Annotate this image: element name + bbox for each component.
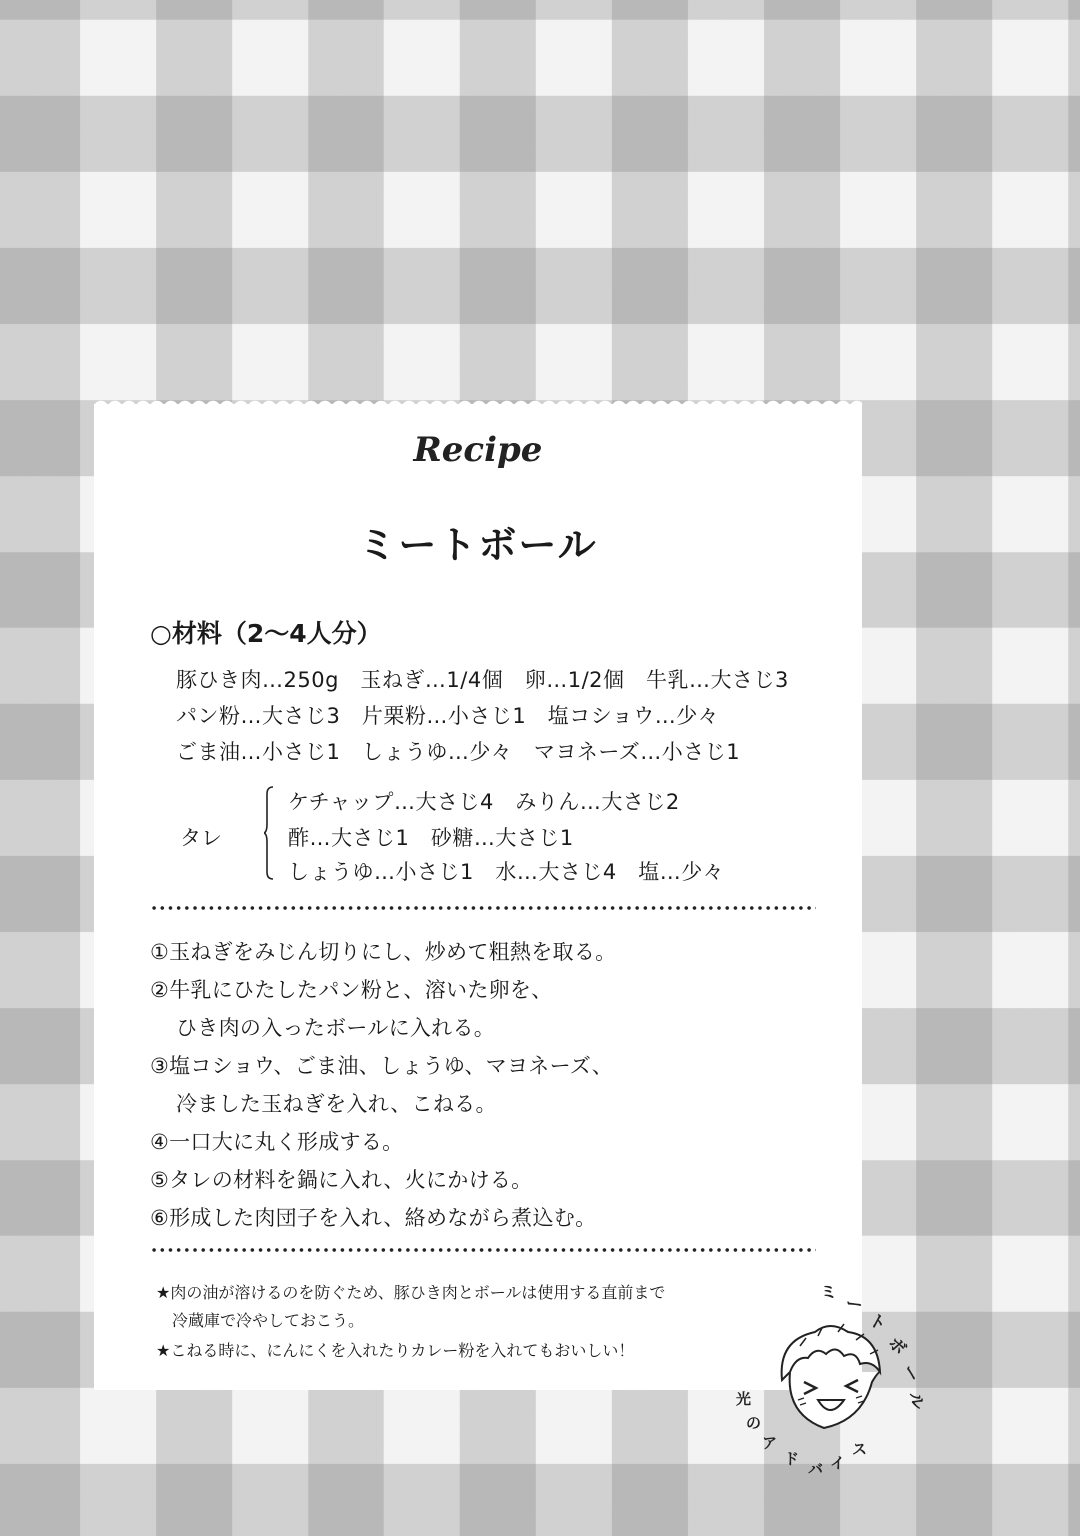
advice-badge xyxy=(736,1270,940,1500)
step-2: ②牛乳にひたしたパン粉と、溶いた卵を、 xyxy=(150,978,553,1002)
step-3-continued: 冷ました玉ねぎを入れ、こねる。 xyxy=(176,1092,497,1116)
advice-outer-char: ル xyxy=(904,1390,928,1412)
tip-1: ★肉の油が溶けるのを防ぐため、豚ひき肉とボールは使用する直前まで xyxy=(156,1283,666,1302)
recipe-script-label: Recipe xyxy=(413,430,543,470)
advice-outer-char: ボ xyxy=(883,1333,910,1360)
advice-inner-char: 光 xyxy=(736,1390,752,1408)
brace-icon xyxy=(264,786,274,880)
advice-inner-char: イ xyxy=(830,1454,846,1472)
advice-outer-char: ト xyxy=(865,1309,890,1336)
sauce-label: タレ xyxy=(180,826,222,850)
ingredients-heading: ○材料（2～4人分） xyxy=(150,619,382,648)
step-1: ①玉ねぎをみじん切りにし、炒めて粗熱を取る。 xyxy=(150,940,617,964)
ingredient-line: ごま油…小さじ1 しょうゆ…少々 マヨネーズ…小さじ1 xyxy=(176,740,741,764)
advice-inner-char: ド xyxy=(784,1450,800,1468)
advice-inner-char: バ xyxy=(808,1460,824,1478)
advice-outer-char: ー xyxy=(897,1361,924,1386)
ingredient-line: 豚ひき肉…250g 玉ねぎ…1/4個 卵…1/2個 牛乳…大さじ3 xyxy=(176,668,789,692)
sauce-line: ケチャップ…大さじ4 みりん…大さじ2 xyxy=(288,790,680,814)
tip-1-continued: 冷蔵庫で冷やしておこう。 xyxy=(172,1311,365,1330)
advice-inner-char: ア xyxy=(762,1434,778,1452)
advice-inner-char: ス xyxy=(852,1440,868,1458)
sauce-line: しょうゆ…小さじ1 水…大さじ4 塩…少々 xyxy=(288,860,725,884)
dish-title: ミートボール xyxy=(358,523,598,567)
tip-2: ★こねる時に、にんにくを入れたりカレー粉を入れてもおいしい！ xyxy=(156,1341,635,1360)
advice-outer-char: ミ xyxy=(819,1281,839,1305)
advice-inner-char: の xyxy=(746,1414,762,1432)
dotted-divider xyxy=(150,1248,816,1252)
step-6: ⑥形成した肉団子を入れ、絡めながら煮込む。 xyxy=(150,1206,597,1230)
dotted-divider xyxy=(150,906,816,910)
step-3: ③塩コショウ、ごま油、しょうゆ、マヨネーズ、 xyxy=(150,1054,614,1078)
step-2-continued: ひき肉の入ったボールに入れる。 xyxy=(176,1016,496,1040)
step-4: ④一口大に丸く形成する。 xyxy=(150,1130,404,1154)
step-5: ⑤タレの材料を鍋に入れ、火にかける。 xyxy=(150,1168,533,1192)
sauce-line: 酢…大さじ1 砂糖…大さじ1 xyxy=(288,826,574,850)
ingredient-line: パン粉…大さじ3 片栗粉…小さじ1 塩コショウ…少々 xyxy=(176,704,720,728)
advice-outer-char: ー xyxy=(843,1293,865,1317)
